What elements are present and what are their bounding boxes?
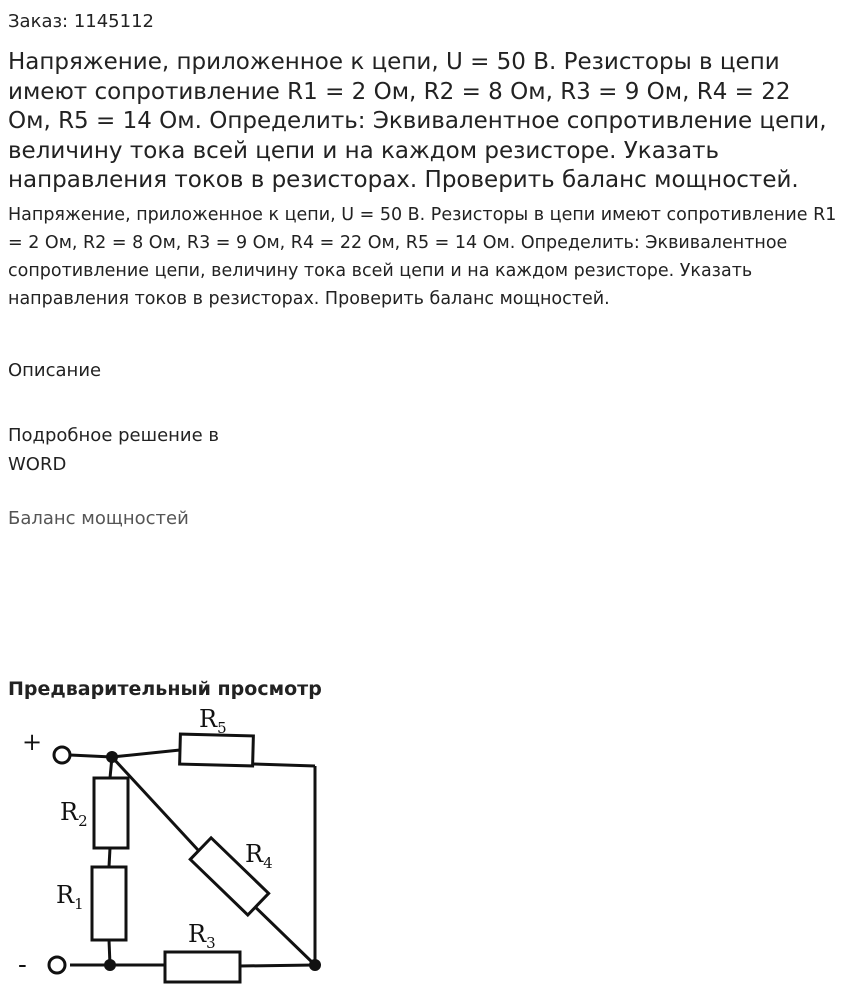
solution-word-link[interactable]: Подробное решение в WORD xyxy=(8,425,220,475)
node-top-left xyxy=(106,751,118,763)
r2-label: $R_2$ xyxy=(60,798,88,830)
plus-label: + xyxy=(22,728,43,756)
r1-label: $R_1$ xyxy=(56,881,84,913)
r3-label: $R_3$ xyxy=(188,920,216,952)
resistor-r5 xyxy=(180,734,254,766)
r4-label: $R_4$ xyxy=(245,840,273,872)
plus-terminal xyxy=(54,747,70,763)
node-bottom-right xyxy=(309,959,321,971)
task-body: Напряжение, приложенное к цепи, U = 50 В. Резисторы в цепи имеют сопротивление R1 = 2 Ом, R2 = 8 Ом, R3 = 9 Ом, R4 = 22 Ом, R5 = 14 Ом. Определить: Эквивалентное сопротивление цепи, величину тока всей цепи и на каждом резисторе. Указать направления токов в резисторах. Проверить баланс мощностей. xyxy=(8,205,837,309)
resistor-r2 xyxy=(94,778,128,848)
description-label: Описание xyxy=(8,360,102,381)
order-number: Заказ: 1145112 xyxy=(8,11,154,32)
resistor-r1 xyxy=(92,867,126,940)
circuit-diagram xyxy=(0,700,340,990)
power-balance-text: Баланс мощностей xyxy=(8,508,189,529)
preview-title: Предварительный просмотр xyxy=(8,678,322,700)
minus-terminal xyxy=(49,957,65,973)
resistor-r3 xyxy=(165,952,240,982)
r5-label: $R_5$ xyxy=(199,705,227,737)
task-title: Напряжение, приложенное к цепи, U = 50 В. Резисторы в цепи имеют сопротивление R1 = 2 Ом, R2 = 8 Ом, R3 = 9 Ом, R4 = 22 Ом, R5 = 14 Ом. Определить: Эквивалентное сопротивление цепи, величину тока всей цепи и на каждом резисторе. Указать направления токов в резисторах. Проверить баланс мощностей. xyxy=(8,49,827,193)
node-bottom-left xyxy=(104,959,116,971)
minus-label: - xyxy=(18,950,27,980)
